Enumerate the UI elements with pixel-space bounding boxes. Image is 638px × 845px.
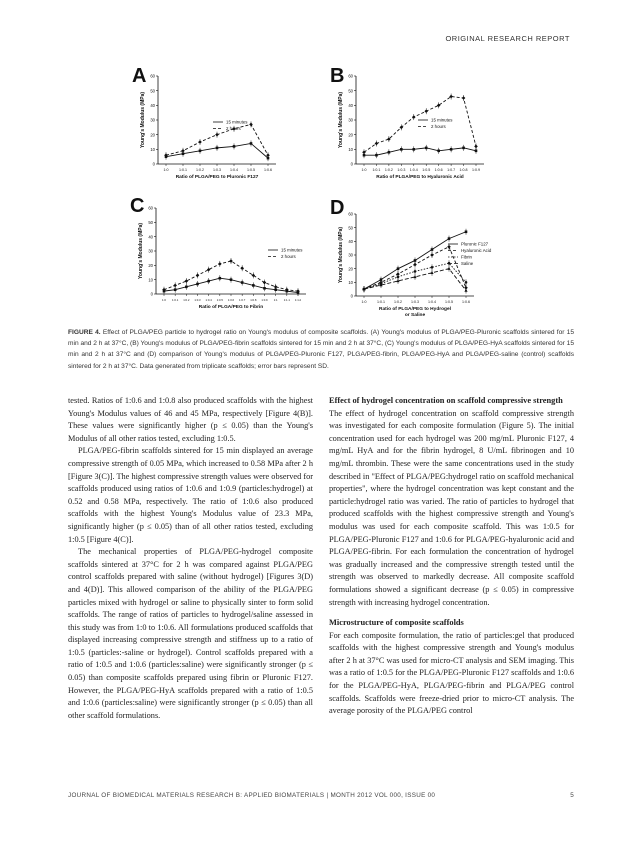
left-paragraph-3: The mechanical properties of PLGA/PEG-hydrogel composite scaffolds sintered at 37°C for 2 h was compared against PLGA/PEG control scaffolds prepared with saline (without hydrogel) [Figures 3(D) and 4(D)]. This allowed comparison of the ability of the PLGA/PEG particles mixed with hydrogel or saline to physically sinter to form solid scaffolds. The range of ratios of particles to hydrogel/saline assessed in this study was from 1:0 to 1:0.6. All formulations produced scaffolds that displayed increasing compressive strength and stiffness up to a ratio of 1:0.5 (particles:-saline or hydrogel). Control scaffolds prepared with a ratio of 1:0.5 and 1:0.6 (particles:saline) were significantly stronger (p ≤ 0.05) than composite scaffolds prepared using fibrin or Pluronic F127. However, the PLGA/PEG-HyA scaffolds prepared with a ratio of 1:0.5 and 1:0.6 (particles:saline) were significantly stronger (p ≤ 0.05) than all other scaffold formulations. — [68, 547, 313, 720]
panel-b-point — [375, 142, 379, 146]
panel-c-point — [174, 288, 177, 291]
panel-d-point — [448, 237, 451, 240]
panel-b-point — [424, 109, 428, 113]
panel-b-point — [462, 147, 465, 150]
panel-c-point — [173, 284, 177, 288]
panel-d-point — [413, 263, 417, 267]
panel-c-xtick-label: 1:1 — [273, 298, 278, 302]
panel-c-point — [185, 286, 188, 289]
panel-c-point — [229, 259, 233, 263]
right-paragraph-2: For each composite formulation, the ratio of particles:gel that produced scaffolds with the highest compressive strength and Young's modulus after 2 h at 37°C was used for micro-CT analysis and SEM imaging. This was a ratio of 1:0.5 for the PLGA/PEG-Pluronic F127 scaffolds and 1:0.6 for the PLGA/PEG-HyA, PLGA/PEG-fibrin and PLGA/PEG control scaffolds. Scaffolds were freeze-dried prior to micro-CT analysis. The average porosity of the PLGA/PEG control — [329, 630, 574, 716]
panel-d-point — [414, 259, 417, 262]
panel-b-legend-label: 15 minutes — [431, 117, 453, 123]
left-paragraph-1: tested. Ratios of 1:0.6 and 1:0.8 also produced scaffolds with the highest Young's Modulus values of 46 and 45 MPa, respectively [Figure 4(B)]. These values were significantly higher (p ≤ 0.05) than the Young's Modulus of all other ratios tested, excluding 1:0.5. — [68, 396, 313, 443]
panel-a-xtick-label: 1:0 — [163, 168, 169, 172]
panel-c-point — [218, 262, 222, 266]
figure-caption — [68, 327, 574, 372]
panel-a-xtick-label: 1:0.2 — [196, 168, 204, 172]
panel-c-ytick-label: 40 — [148, 234, 153, 240]
figure-4 — [118, 62, 510, 320]
panel-a-point — [181, 149, 185, 153]
panel-d-ytick-label: 20 — [348, 266, 353, 272]
panel-d-xtick-label: 1:0.3 — [411, 300, 419, 304]
panel-c-xtick-label: 1:0.8 — [250, 298, 257, 302]
panel-b-xtick-label: 1:0.8 — [459, 168, 468, 172]
panel-a-xtick-label: 1:0.4 — [230, 168, 238, 172]
journal-name: JOURNAL OF BIOMEDICAL MATERIALS RESEARCH B: APPLIED BIOMATERIALS | MONTH 2012 VOL 000, ISSUE 00 — [68, 792, 436, 799]
panel-a-ytick-label: 20 — [150, 132, 155, 138]
panel-c-ytick-label: 20 — [148, 262, 153, 268]
panel-c-xtick-label: 1:0.6 — [227, 298, 235, 302]
panel-c-letter: C — [130, 195, 145, 217]
panel-d-point — [430, 253, 434, 257]
panel-d-ytick-label: 40 — [348, 238, 353, 244]
panel-a-legend-label: 15 minutes — [226, 119, 248, 125]
panel-b-letter: B — [330, 65, 345, 87]
panel-d-point — [397, 276, 400, 279]
figure-caption-label: FIGURE 4. — [68, 329, 101, 336]
panel-a-x-label: Ratio of PLGA/PEG to Pluronic F127 — [175, 175, 259, 180]
panel-b-point — [412, 148, 415, 151]
panel-d-legend-label: Hyaluronic Acid — [461, 248, 492, 254]
panel-a-point — [250, 142, 253, 145]
panel-c-point — [252, 284, 255, 287]
panel-a-ytick-label: 50 — [150, 88, 155, 94]
panel-a-ytick-label: 10 — [150, 146, 155, 152]
panel-b-ytick-label: 40 — [348, 102, 353, 108]
panel-c-ytick-label: 60 — [148, 205, 153, 211]
panel-d-point — [465, 230, 468, 233]
panel-b-xtick-label: 1:0 — [361, 168, 367, 172]
panel-b-xtick-label: 1:0.5 — [422, 168, 431, 172]
panel-b-point — [375, 154, 378, 157]
panel-c-series-line — [164, 261, 298, 291]
panel-d-legend-label: Pluronic F127 — [461, 241, 489, 247]
panel-b-ytick-label: 10 — [348, 146, 353, 152]
panel-d-xtick-label: 1:0.1 — [377, 300, 385, 304]
panel-c-xtick-label: 1:1.1 — [283, 298, 290, 302]
panel-d-point — [431, 266, 434, 269]
panel-a-xtick-label: 1:0.3 — [213, 168, 221, 172]
panel-d-series-line — [364, 247, 466, 289]
panel-d-point — [430, 271, 433, 274]
panel-b-point — [400, 148, 403, 151]
panel-c-ytick-label: 50 — [148, 219, 153, 225]
panel-a-point — [249, 123, 253, 127]
panel-b-ytick-label: 50 — [348, 88, 353, 94]
panel-d-point — [414, 270, 417, 273]
panel-d-point — [397, 267, 400, 270]
panel-b-ytick-label: 30 — [348, 117, 353, 123]
panel-b-ytick-label: 60 — [348, 73, 353, 79]
panel-a-xtick-label: 1:0.6 — [264, 168, 272, 172]
panel-c-point — [196, 274, 200, 278]
panel-c-point — [274, 285, 278, 289]
panel-d-xtick-label: 1:0.4 — [428, 300, 436, 304]
panel-b-point — [462, 96, 466, 100]
panel-a-ytick-label: 40 — [150, 102, 155, 108]
panel-b-legend-label: 2 hours — [431, 124, 446, 130]
panel-b-point — [474, 145, 478, 149]
panel-a-point — [215, 133, 219, 137]
panel-d-point — [447, 245, 451, 249]
panel-d-point — [431, 248, 434, 251]
panel-d-x-label-line1: Ratio of PLGA/PEG to Hydrogel — [379, 307, 451, 312]
panel-d-xtick-label: 1:0.5 — [445, 300, 453, 304]
panel-c-xtick-label: 1:0.9 — [261, 298, 268, 302]
right-column — [329, 395, 574, 718]
panel-c-xtick-label: 1:0.3 — [194, 298, 201, 302]
panel-c-xtick-label: 1:0.4 — [205, 298, 212, 302]
panel-c-point — [240, 266, 244, 270]
panel-a-y-label: Young's Modulus (MPa) — [140, 91, 146, 149]
panel-c-xtick-label: 1:0.7 — [239, 298, 246, 302]
panel-a-xtick-label: 1:0.5 — [247, 168, 255, 172]
panel-a-ytick-label: 0 — [152, 161, 155, 167]
panel-c-point — [263, 287, 266, 290]
running-header: ORIGINAL RESEARCH REPORT — [445, 34, 570, 43]
panel-c-xtick-label: 1:0.5 — [216, 298, 223, 302]
panel-c-ytick-label: 10 — [148, 277, 153, 283]
figure-caption-text: Effect of PLGA/PEG particle to hydrogel ratio on Young's modulus of composite scaffolds. (A) Young's modulus of PLGA/PEG-Pluronic scaffolds sintered for 15 min and 2 h at 37°C, (B) Young's modulus of PLGA/PEG-fibrin scaffolds sintered for 15 min and 2 h at 37°C, (C) Young's modulus of PLGA/PEG-HyA scaffolds sintered for 15 min and 2 h at 37°C and (D) comparison of Young's modulus of PLGA/PEG-Pluronic F127, PLGA/PEG-fibrin, PLGA/PEG-HyA and PLGA/PEG-saline (control) scaffolds sintered for 2 h at 37°C. Data generated from triplicate scaffolds; error bars represent SD. — [68, 329, 575, 370]
panel-b-point — [412, 115, 416, 119]
panel-d-ytick-label: 10 — [348, 279, 353, 285]
panel-a-point — [198, 140, 202, 144]
panel-d-ytick-label: 30 — [348, 252, 353, 258]
panel-d-legend-label: Fibrin — [461, 254, 472, 260]
panel-a-point — [216, 147, 219, 150]
panel-b-point — [425, 147, 428, 150]
panel-c-point — [196, 283, 199, 286]
panel-d-xtick-label: 1:0.2 — [394, 300, 402, 304]
panel-d-ytick-label: 50 — [348, 225, 353, 231]
left-column — [68, 395, 313, 722]
panel-a-ytick-label: 30 — [150, 117, 155, 123]
panel-c-xtick-label: 1:0.1 — [172, 298, 179, 302]
panel-b-point — [388, 151, 391, 154]
panel-b-xtick-label: 1:0.1 — [372, 168, 381, 172]
panel-b-y-label: Young's Modulus (MPa) — [338, 91, 344, 149]
panel-b-point — [450, 148, 453, 151]
panel-c-point — [219, 277, 222, 280]
panel-d-y-label: Young's Modulus (MPa) — [338, 226, 344, 284]
panel-a-letter: A — [132, 65, 147, 87]
panel-d-ytick-label: 0 — [350, 293, 353, 299]
right-paragraph-1: The effect of hydrogel concentration on scaffold compressive strength was investigated for each composite formulation (Figure 5). The initial concentration used for each hydrogel was 200 mg/mL Pluronic F127, 4 mg/mL HyA and for the fibrin hydrogel, 8 U/mL fibrinogen and 10 mg/mL thrombin. These were the same concentrations used in the study described in "Effect of PLGA/PEG:hydrogel ratio on scaffold mechanical properties", where the hydrogel concentration was kept constant and the particle:hydrogel ratio was varied. The ratio of particles to hydrogel that produced scaffolds with the highest compressive strength and Young's modulus was used for each composite scaffold. This was 1:0.5 for PLGA/PEG-Pluronic F127 and 1:0.6 for PLGA/PEG-hyaluronic acid and PLGA/PEG-fibrin. For each formulation the concentration of hydrogel was gradually increased and the compressive strength tested until the strength was observed to markedly decrease. All composite scaffold formulations showed a significant decrease (p ≤ 0.05) in compressive strength with increasing hydrogel concentration. — [329, 408, 574, 607]
panel-d-point — [464, 289, 467, 292]
panel-b-series-line — [364, 148, 476, 155]
panel-c-point — [207, 268, 211, 272]
left-paragraph-2: PLGA/PEG-fibrin scaffolds sintered for 15 min displayed an average compressive strength of 0.05 MPa, which increased to 0.58 MPa after 2 h [Figure 3(C)]. The highest compressive strength values were observed for scaffolds produced using ratios of 1:0.6 and 1:0.9 (particles:hydrogel) at 0.52 and 0.58 MPa, respectively. The ratio of 1:0.6 also produced scaffolds with the highest Young's Modulus value of 23.3 MPa, significantly higher (p ≤ 0.05) than of all other ratios tested, excluding 1:0.5 [Figure 4(C)]. — [68, 446, 313, 544]
panel-c-point — [241, 281, 244, 284]
panel-c-point — [207, 280, 210, 283]
panel-c-y-label: Young's Modulus (MPa) — [138, 222, 144, 280]
panel-c-legend-label: 2 hours — [281, 254, 296, 260]
page-footer — [68, 792, 574, 799]
panel-c-point — [185, 279, 189, 283]
panel-b-xtick-label: 1:0.7 — [447, 168, 456, 172]
panel-b-series-line — [364, 97, 476, 153]
panel-d-xtick-label: 1:0.6 — [462, 300, 470, 304]
panel-b-point — [437, 150, 440, 153]
panel-c-ytick-label: 0 — [150, 291, 153, 297]
panel-c-legend-label: 15 minutes — [281, 247, 303, 253]
panel-a-point — [233, 145, 236, 148]
panel-b-ytick-label: 20 — [348, 132, 353, 138]
panel-a-legend-label: 2 hours — [226, 126, 241, 132]
panel-b-xtick-label: 1:0.2 — [384, 168, 393, 172]
panel-d-x-label-line2: or Saline — [404, 313, 426, 318]
panel-b-xtick-label: 1:0.6 — [434, 168, 443, 172]
panel-c-point — [230, 278, 233, 281]
panel-a-xtick-label: 1:0.1 — [179, 168, 187, 172]
panel-a-point — [199, 150, 202, 153]
panel-d-letter: D — [330, 197, 345, 219]
panel-c-xtick-label: 1:1.2 — [294, 298, 302, 302]
panel-c-xtick-label: 1:0 — [162, 298, 166, 302]
panel-b-x-label: Ratio of PLGA/PEG to Hyaluronic Acid — [376, 175, 464, 180]
section-heading-hydrogel-concentration: Effect of hydrogel concentration on scaffold compressive strength — [329, 396, 563, 405]
panel-d-point — [465, 281, 468, 284]
panel-b-ytick-label: 0 — [350, 161, 353, 167]
panel-b-xtick-label: 1:0.9 — [472, 168, 480, 172]
panel-d-point — [413, 275, 416, 278]
panel-a-ytick-label: 60 — [150, 73, 155, 79]
panel-d-ytick-label: 60 — [348, 211, 353, 217]
panel-b-xtick-label: 1:0.4 — [409, 168, 418, 172]
panel-c-ytick-label: 30 — [148, 248, 153, 254]
panel-c-x-label: Ratio of PLGA/PEG to Fibrin — [198, 305, 264, 310]
panel-d-point — [447, 267, 450, 270]
page-number: 5 — [570, 792, 574, 799]
panel-b-xtick-label: 1:0.3 — [397, 168, 406, 172]
panel-b-point — [475, 150, 478, 153]
section-heading-microstructure: Microstructure of composite scaffolds — [329, 618, 464, 628]
panel-d-legend-label: Saline — [461, 261, 474, 267]
figure-4-charts — [118, 62, 510, 320]
panel-d-xtick-label: 1:0 — [361, 300, 367, 304]
panel-c-xtick-label: 1:0.2 — [183, 298, 190, 302]
